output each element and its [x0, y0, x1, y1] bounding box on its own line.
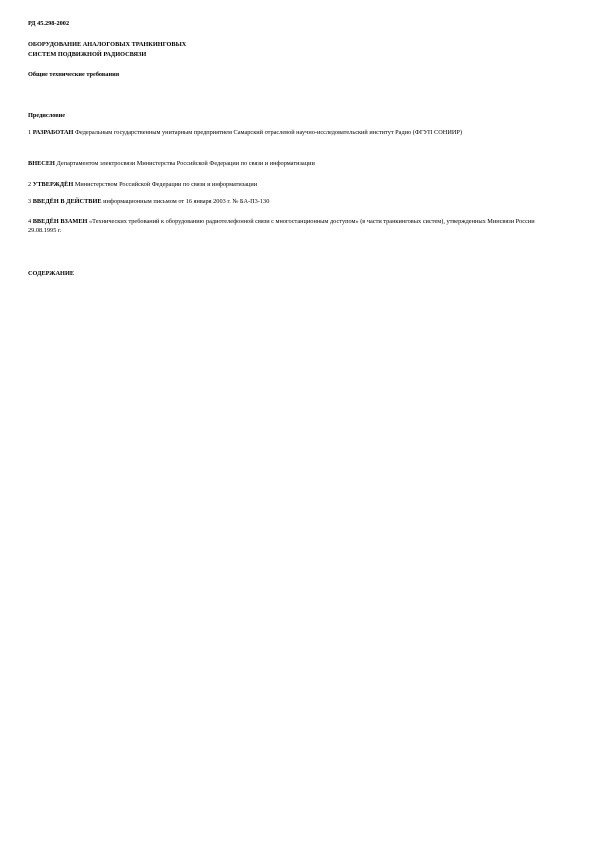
foreword-item-approved: [28, 180, 558, 189]
item-text: Департаментом электросвязи Министерства Российской Федерации по связи и информатизации: [54, 160, 315, 167]
foreword-item-enacted: [28, 197, 558, 206]
item-label: ВНЕСЕН: [28, 160, 55, 167]
document-title-line-1: ОБОРУДОВАНИЕ АНАЛОГОВЫХ ТРАНКИНГОВЫХ: [28, 41, 187, 48]
item-text: информационным письмом от 16 января 2003 г. № БА-П3-130: [101, 198, 270, 205]
item-label: РАЗРАБОТАН: [32, 129, 74, 136]
item-number: 3: [28, 198, 33, 205]
item-label: УТВЕРЖДЁН: [32, 181, 74, 188]
foreword-item-introduced: [28, 159, 558, 168]
foreword-item-replaced: [28, 217, 558, 235]
document-subtitle: Общие технические требования: [28, 71, 120, 78]
item-label: ВВЕДЁН ВЗАМЕН: [32, 218, 88, 225]
item-number: 4: [28, 218, 33, 225]
foreword-heading: Предисловие: [28, 112, 66, 119]
item-text: «Технических требований к оборудованию радиотелефонной связи с многостанционным доступом» (в части транкинговых систем), утвержденных Минсвязи России 29.08.1995 г.: [28, 218, 535, 234]
document-code: РД 45.298-2002: [28, 20, 70, 27]
item-label: ВВЕДЁН В ДЕЙСТВИЕ: [32, 198, 102, 205]
foreword-item-developed: [28, 128, 558, 137]
item-number: 1: [28, 129, 33, 136]
contents-heading: СОДЕРЖАНИЕ: [28, 270, 75, 277]
document-title-line-2: СИСТЕМ ПОДВИЖНОЙ РАДИОСВЯЗИ: [28, 51, 147, 58]
item-number: 2: [28, 181, 33, 188]
item-text: Министерством Российской Федерации по связи и информатизации: [73, 181, 258, 188]
item-text: Федеральным государственным унитарным предприятием Самарский отраслевой научно-исследовательский институт Радио (ФГУП СОНИИР): [73, 129, 463, 136]
